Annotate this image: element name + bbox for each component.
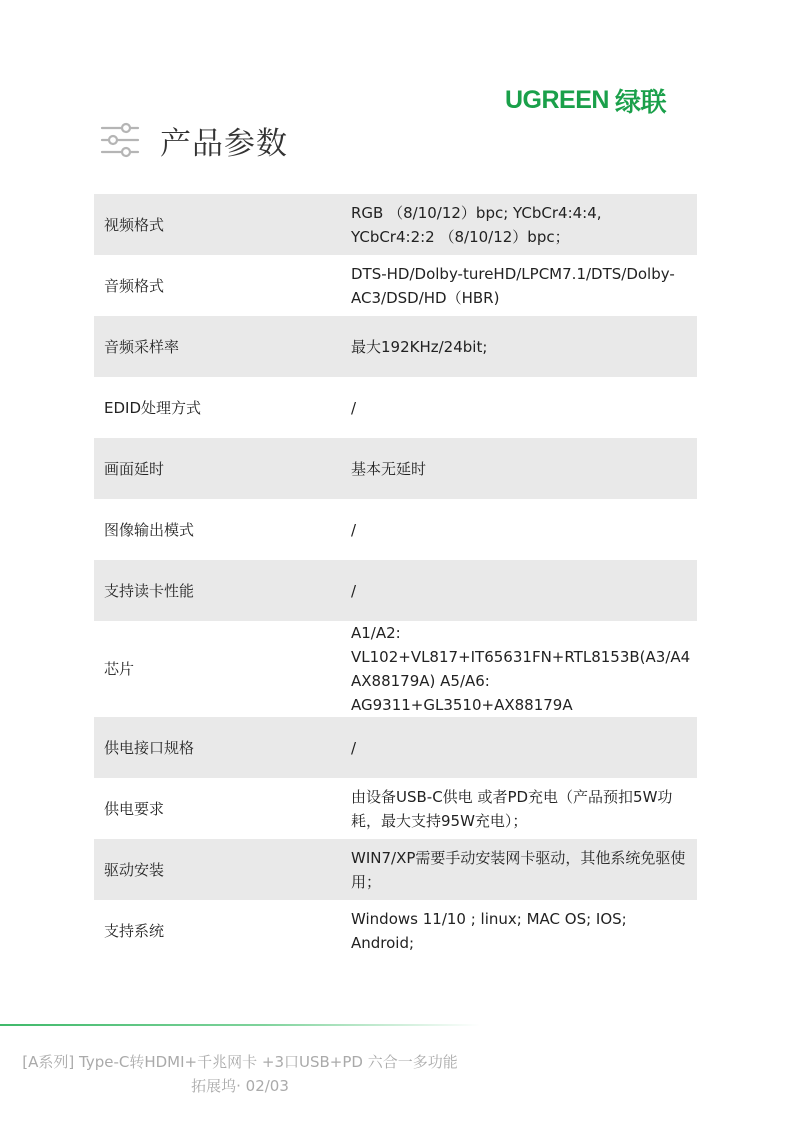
param-value: 最大192KHz/24bit; [341, 316, 697, 377]
table-row [94, 438, 697, 499]
param-label: 供电要求 [104, 799, 165, 818]
param-label: 芯片 [104, 660, 135, 678]
table-row [94, 621, 697, 717]
param-label: 视频格式 [94, 194, 341, 255]
sliders-icon [100, 120, 140, 160]
table-row [94, 560, 697, 621]
param-value: / [351, 520, 357, 539]
page-title: 产品参数 [160, 125, 288, 162]
param-value: DTS-HD/Dolby-tureHD/LPCM7.1/DTS/Dolby-AC3/DSD/HD（HBR) [351, 264, 675, 307]
param-value: / [341, 717, 697, 778]
param-label: 音频格式 [104, 276, 165, 295]
ugreen-logo [505, 84, 700, 116]
param-value: 由设备USB-C供电 或者PD充电（产品预扣5W功耗，最大支持95W充电）； [351, 787, 673, 830]
table-row [94, 499, 697, 560]
param-value: WIN7/XP需要手动安装网卡驱动，其他系统免驱使用； [341, 839, 697, 900]
param-value: Windows 11/10 ; linux; MAC OS; IOS; Android; [351, 909, 627, 952]
logo-text-cn: 绿联 [614, 86, 666, 117]
param-value: / [341, 560, 697, 621]
param-label: 音频采样率 [94, 316, 341, 377]
table-row [94, 839, 697, 900]
param-label: EDID处理方式 [104, 398, 202, 417]
table-row [94, 316, 697, 377]
param-value: / [351, 398, 357, 417]
param-label: 画面延时 [94, 438, 341, 499]
footer-line-2: 拓展坞· 02/03 [191, 1077, 289, 1095]
footer-divider [0, 1024, 480, 1026]
param-label: 支持系统 [104, 921, 165, 940]
logo-text-en: UGREEN [505, 85, 609, 114]
param-value: 基本无延时 [341, 438, 697, 499]
footer-line-1: [A系列] Type-C转HDMI+千兆网卡 +3口USB+PD 六合一多功能 [22, 1053, 458, 1071]
param-value: RGB （8/10/12）bpc; YCbCr4:4:4, YCbCr4:2:2 （8/10/12）bpc； [341, 194, 697, 255]
param-label: 供电接口规格 [94, 717, 341, 778]
table-row [94, 194, 697, 255]
param-label: 图像输出模式 [104, 520, 195, 539]
table-row [94, 778, 697, 839]
footer [0, 1050, 480, 1098]
table-row [94, 900, 697, 961]
section-heading [100, 118, 288, 162]
table-row [94, 717, 697, 778]
param-label: 驱动安装 [94, 839, 341, 900]
table-row [94, 377, 697, 438]
param-label: 支持读卡性能 [94, 560, 341, 621]
param-value: A1/A2: VL102+VL817+IT65631FN+RTL8153B(A3/A4 AX88179A) A5/A6: AG9311+GL3510+AX88179A [351, 624, 691, 714]
table-row [94, 255, 697, 316]
params-table [94, 194, 697, 961]
